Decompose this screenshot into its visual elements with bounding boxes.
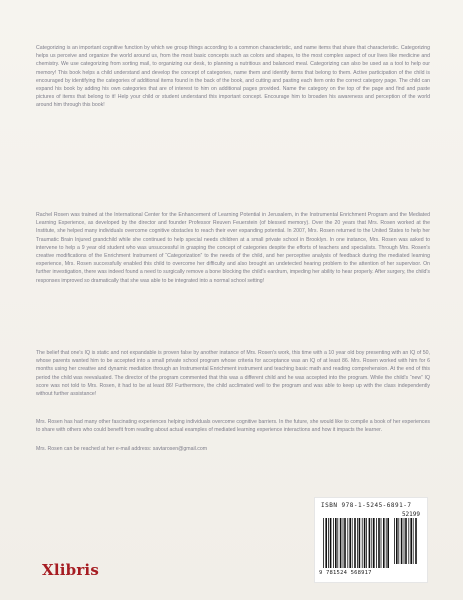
- intro-paragraph: Categorizing is an important cognitive function by which we group things according to a common characteristic, and name items that share that characteristic. Categorizing helps us perceive and organize the world around us, from the most basic concepts such as colors and shapes, to the most complex aspect of our lives like medicine and chemistry. We use categorizing from sorting mail, to organizing our desk, to planning a nutritious and balanced meal. Categorizing can also be used as a tool to help our memory! This book helps a child understand and develop the concept of categories, name them and identify items that belong to them. Active participation of the child is encouraged by identifying the categories of additional items found in the back of the book, and cutting and pasting each item onto the correct category page. The child can expand his book by adding his own categories that are of interest to him on additional pages provided. Name the category on the top of the page and find and paste pictures of items that belong to it! Help your child or student understand this important concept. Encourage him to broaden his awareness and perception of the world around him through this book!: [36, 45, 430, 109]
- contact-line: Mrs. Rosen can be reached at her e-mail address: savtarosen@gmail.com: [36, 446, 208, 452]
- isbn-label: ISBN 978-1-5245-6891-7: [321, 502, 412, 509]
- iq-case-paragraph: The belief that one's IQ is static and not expandable is proven false by another instance of Mrs. Rosen's work, this time with a 10 year old boy presenting with an IQ of 50, whose parents wanted him to be accepted into a small private school program whose criteria for acceptance was an IQ of at least 86. Mrs. Rosen worked with him for 6 months using her creative and dynamic mediation through an Instrumental Enrichment instrument and teaching basic math and reading comprehension. At the end of this period the child was reevaluated. The director of the program commented that this was a different child and he was accepted into the program. While the child's “new” IQ score was not told to Mrs. Rosen, it had to be at least 86! Furthermore, the child acclimated well to the program and was able to keep up with the class independently without further assistance!: [36, 350, 430, 398]
- barcode-addon-icon: [394, 518, 420, 564]
- barcode-digits: 9 781524 568917: [319, 570, 372, 576]
- publisher-logo: Xlibris: [42, 561, 99, 579]
- price-code: 52199: [401, 511, 420, 518]
- barcode-bars-icon: [323, 518, 391, 568]
- future-plans-paragraph: Mrs. Rosen has had many other fascinating experiences helping individuals overcome cognitive barriers. In the future, she would like to compile a book of her experiences to share with others who could benefit from reading about actual examples of mediated learning experience interactions and how it impacts the learner.: [36, 419, 430, 434]
- author-bio-paragraph: Rachel Rosen was trained at the International Center for the Enhancement of Learning Potential in Jerusalem, in the Instrumental Enrichment Program and the Mediated Learning Experience, as developed by the director and founder Professor Reuven Feuerstein (of blessed memory). Over the 20 years that Mrs. Rosen worked at the Institute, she helped many individuals overcome cognitive obstacles to reach their ever expanding potential. In 2007, Mrs. Rosen returned to the United States to help her Traumatic Brain Injured grandchild while she continued to help special needs children at a small private school in Brooklyn. In one instance, Mrs. Rosen was asked to intervene to help a 9 year old student who was unsuccessful in grasping the concept of categories despite the efforts of teachers and specialists. Through Mrs. Rosen's creative modifications of the Enrichment Instrument of “Categorization” to the needs of the child, and her perceptive analysis of feedback during the mediated learning experience, Mrs. Rosen successfully enabled this child to overcome her difficulty and also brought an undetected hearing problem to the attention of her supervisor. On further investigation, there was indeed found a need to surgically remove a bone blocking the child's eardrum, impeding her ability to hear properly. After surgery, the child's responses improved so dramatically that she was able to be integrated into a normal school setting!: [36, 212, 430, 284]
- isbn-barcode: [314, 497, 428, 583]
